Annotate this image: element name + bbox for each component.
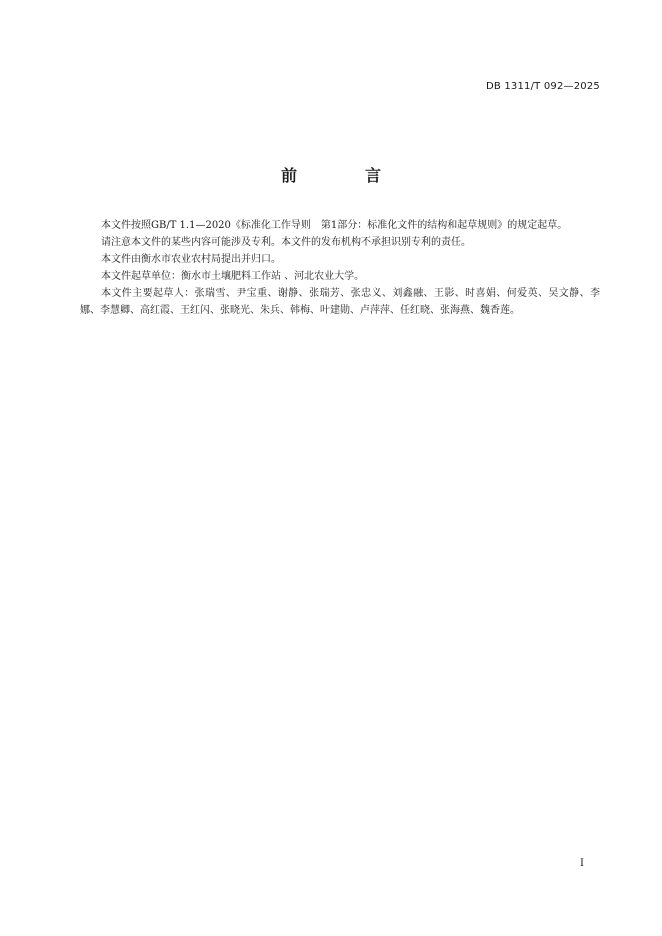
page-title: 前 言 — [280, 166, 407, 185]
paragraph-drafting-units: 本文件起草单位：衡水市土壤肥料工作站 、河北农业大学。 — [101, 271, 365, 282]
paragraph-drafting-rules: 本文件按照GB/T 1.1—2020《标准化工作导则 第1部分：标准化文件的结构和起草规则》的规定起草。 — [101, 220, 568, 231]
page-number: I — [580, 858, 584, 869]
paragraph-proposer: 本文件由衡水市农业农村局提出并归口。 — [101, 254, 281, 265]
paragraph-drafters: 本文件主要起草人：张瑞雪、尹宝重、谢静、张瑞芳、张忠义、刘鑫融、王影、时喜娟、何爱英、吴文静、李娜、李慧卿、高红霞、王红闪、张晓光、朱兵、韩梅、叶建勋、卢萍萍、任红晓、张海燕、魏香莲。 — [80, 288, 600, 316]
paragraph-patent-notice: 请注意本文件的某些内容可能涉及专利。本文件的发布机构不承担识别专利的责任。 — [101, 237, 471, 248]
foreword-body — [80, 217, 600, 319]
document-code: DB 1311/T 092—2025 — [486, 81, 600, 92]
